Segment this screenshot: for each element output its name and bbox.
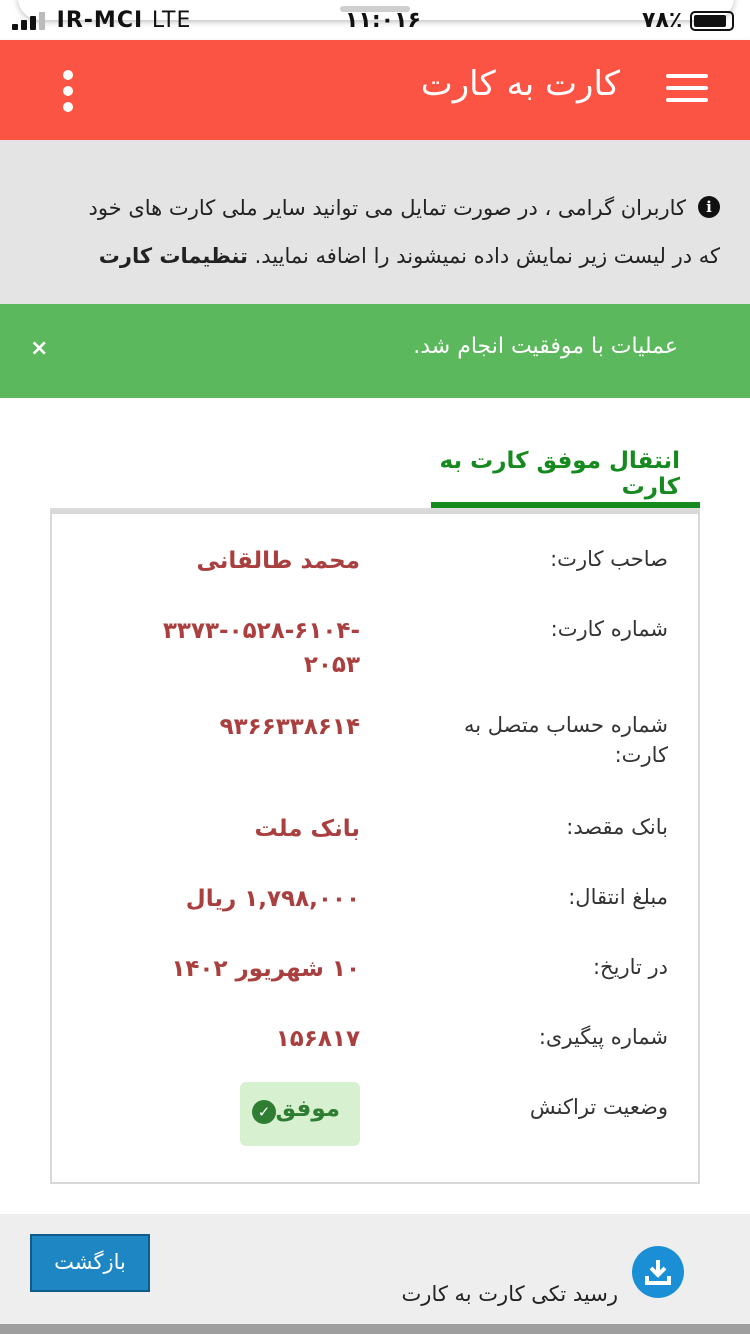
notice-text — [30, 184, 720, 280]
status-bar — [0, 0, 750, 40]
app-header — [0, 40, 750, 140]
success-alert — [0, 304, 750, 398]
info-notice — [0, 140, 750, 304]
carrier-label — [12, 8, 191, 33]
back-button[interactable]: بازگشت — [30, 1234, 150, 1292]
detail-key: شماره حساب متصل به کارت: — [464, 713, 668, 767]
status-time: ۱۱:۰۱۶ — [345, 8, 421, 33]
info-icon: i — [698, 196, 720, 218]
detail-key: صاحب کارت: — [550, 547, 668, 571]
status-text: موفق — [275, 1096, 340, 1122]
detail-value: ۱۰ شهریور ۱۴۰۲ — [171, 956, 360, 982]
tab-successful-transfer[interactable] — [431, 430, 700, 510]
transfer-details — [50, 510, 700, 1184]
detail-value: ۹۳۶۶۳۳۸۶۱۴ — [219, 714, 360, 740]
detail-key: مبلغ انتقال: — [568, 885, 668, 909]
detail-key: شماره کارت: — [550, 617, 668, 641]
detail-key: بانک مقصد: — [566, 815, 668, 839]
hamburger-icon[interactable] — [666, 74, 708, 106]
check-circle-icon: ✓ — [252, 1100, 276, 1124]
network-type: LTE — [151, 8, 192, 33]
detail-value: -۳۳۷۳-۰۵۲۸-۶۱۰۴ ۲۰۵۳ — [162, 618, 360, 678]
bottom-strip — [0, 1324, 750, 1334]
notice-line1: کاربران گرامی ، در صورت تمایل می توانید سایر ملی کارت های خود — [88, 196, 686, 220]
battery-icon — [690, 11, 734, 31]
footer-bar — [0, 1214, 750, 1324]
kebab-icon[interactable] — [58, 70, 78, 116]
tab-label: انتقال موفق کارت به کارت — [439, 448, 680, 500]
detail-key: در تاریخ: — [592, 955, 668, 979]
status-badge — [240, 1082, 360, 1146]
page-title: کارت به کارت — [420, 64, 620, 104]
battery-indicator — [642, 8, 734, 33]
detail-value: بانک ملت — [254, 816, 360, 842]
detail-key: شماره پیگیری: — [538, 1025, 668, 1049]
download-icon[interactable] — [632, 1246, 684, 1298]
detail-value: ۱۵۶۸۱۷ — [275, 1026, 360, 1052]
battery-percent: ۷۸٪ — [642, 8, 683, 33]
close-icon[interactable]: × — [30, 336, 49, 361]
card-settings-link[interactable]: تنظیمات کارت — [98, 244, 248, 268]
signal-icon — [12, 12, 48, 30]
detail-value: محمد طالقانی — [196, 548, 360, 574]
carrier-name: IR-MCI — [56, 8, 144, 33]
notice-line2: که در لیست زیر نمایش داده نمیشوند را اضافه نمایید. — [254, 244, 720, 268]
receipt-label[interactable]: رسید تکی کارت به کارت — [401, 1282, 618, 1306]
alert-message: عملیات با موفقیت انجام شد. — [413, 334, 678, 359]
detail-value: ۱,۷۹۸,۰۰۰ ریال — [185, 886, 360, 912]
detail-key: وضعیت تراکنش — [529, 1095, 668, 1119]
